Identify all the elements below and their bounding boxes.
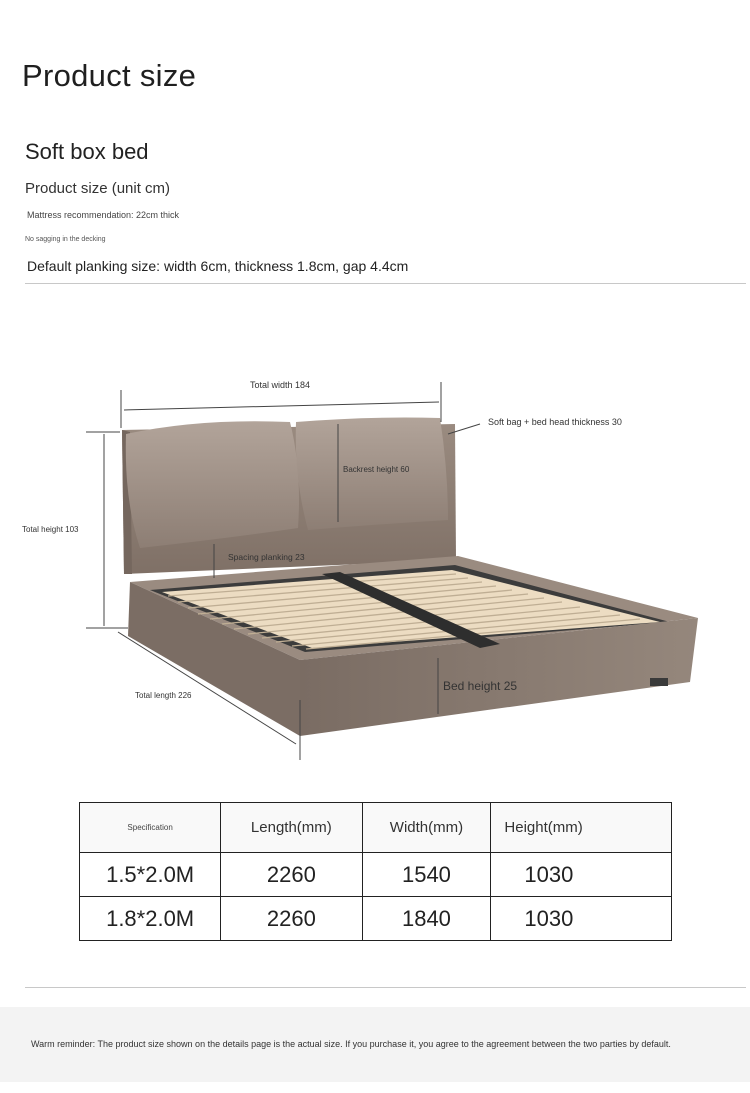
cell-length: 2260 [221, 853, 362, 897]
cell-width: 1540 [362, 853, 491, 897]
section-title: Soft box bed [25, 139, 149, 164]
sagging-note: No sagging in the decking [25, 236, 106, 243]
cell-length: 2260 [221, 897, 362, 941]
unit-line: Product size (unit cm) [25, 180, 171, 197]
cell-spec: 1.5*2.0M [80, 853, 221, 897]
cushion-left [126, 421, 299, 548]
spacing-planking-label: Spacing planking 23 [228, 552, 305, 562]
total-height-label: Total height 103 [22, 525, 79, 534]
headboard-thickness-label: Soft bag + bed head thickness 30 [488, 417, 622, 427]
bed-diagram [0, 360, 750, 770]
bottom-divider [25, 987, 746, 988]
header-specification: Specification [80, 803, 221, 853]
table-row [80, 853, 672, 897]
total-length-label: Total length 226 [135, 691, 192, 700]
table-row [80, 897, 672, 941]
top-divider [25, 283, 746, 284]
header-height: Height(mm) [491, 803, 672, 853]
page-title: Product size [22, 58, 197, 93]
backrest-height-label: Backrest height 60 [343, 465, 410, 474]
table-header-row [80, 803, 672, 853]
cell-width: 1840 [362, 897, 491, 941]
header-width: Width(mm) [362, 803, 491, 853]
warm-reminder: Warm reminder: The product size shown on the details page is the actual size. If you purchase it, you agree to the agreement between the two parties by default. [31, 1039, 671, 1049]
cell-height: 1030 [491, 853, 672, 897]
bed-height-label: Bed height 25 [443, 679, 518, 693]
cell-height: 1030 [491, 897, 672, 941]
planking-size-line: Default planking size: width 6cm, thickness 1.8cm, gap 4.4cm [27, 258, 409, 274]
total-width-label: Total width 184 [250, 380, 311, 390]
mattress-recommendation: Mattress recommendation: 22cm thick [27, 210, 180, 220]
header-length: Length(mm) [221, 803, 362, 853]
spec-table [79, 802, 672, 941]
cell-spec: 1.8*2.0M [80, 897, 221, 941]
